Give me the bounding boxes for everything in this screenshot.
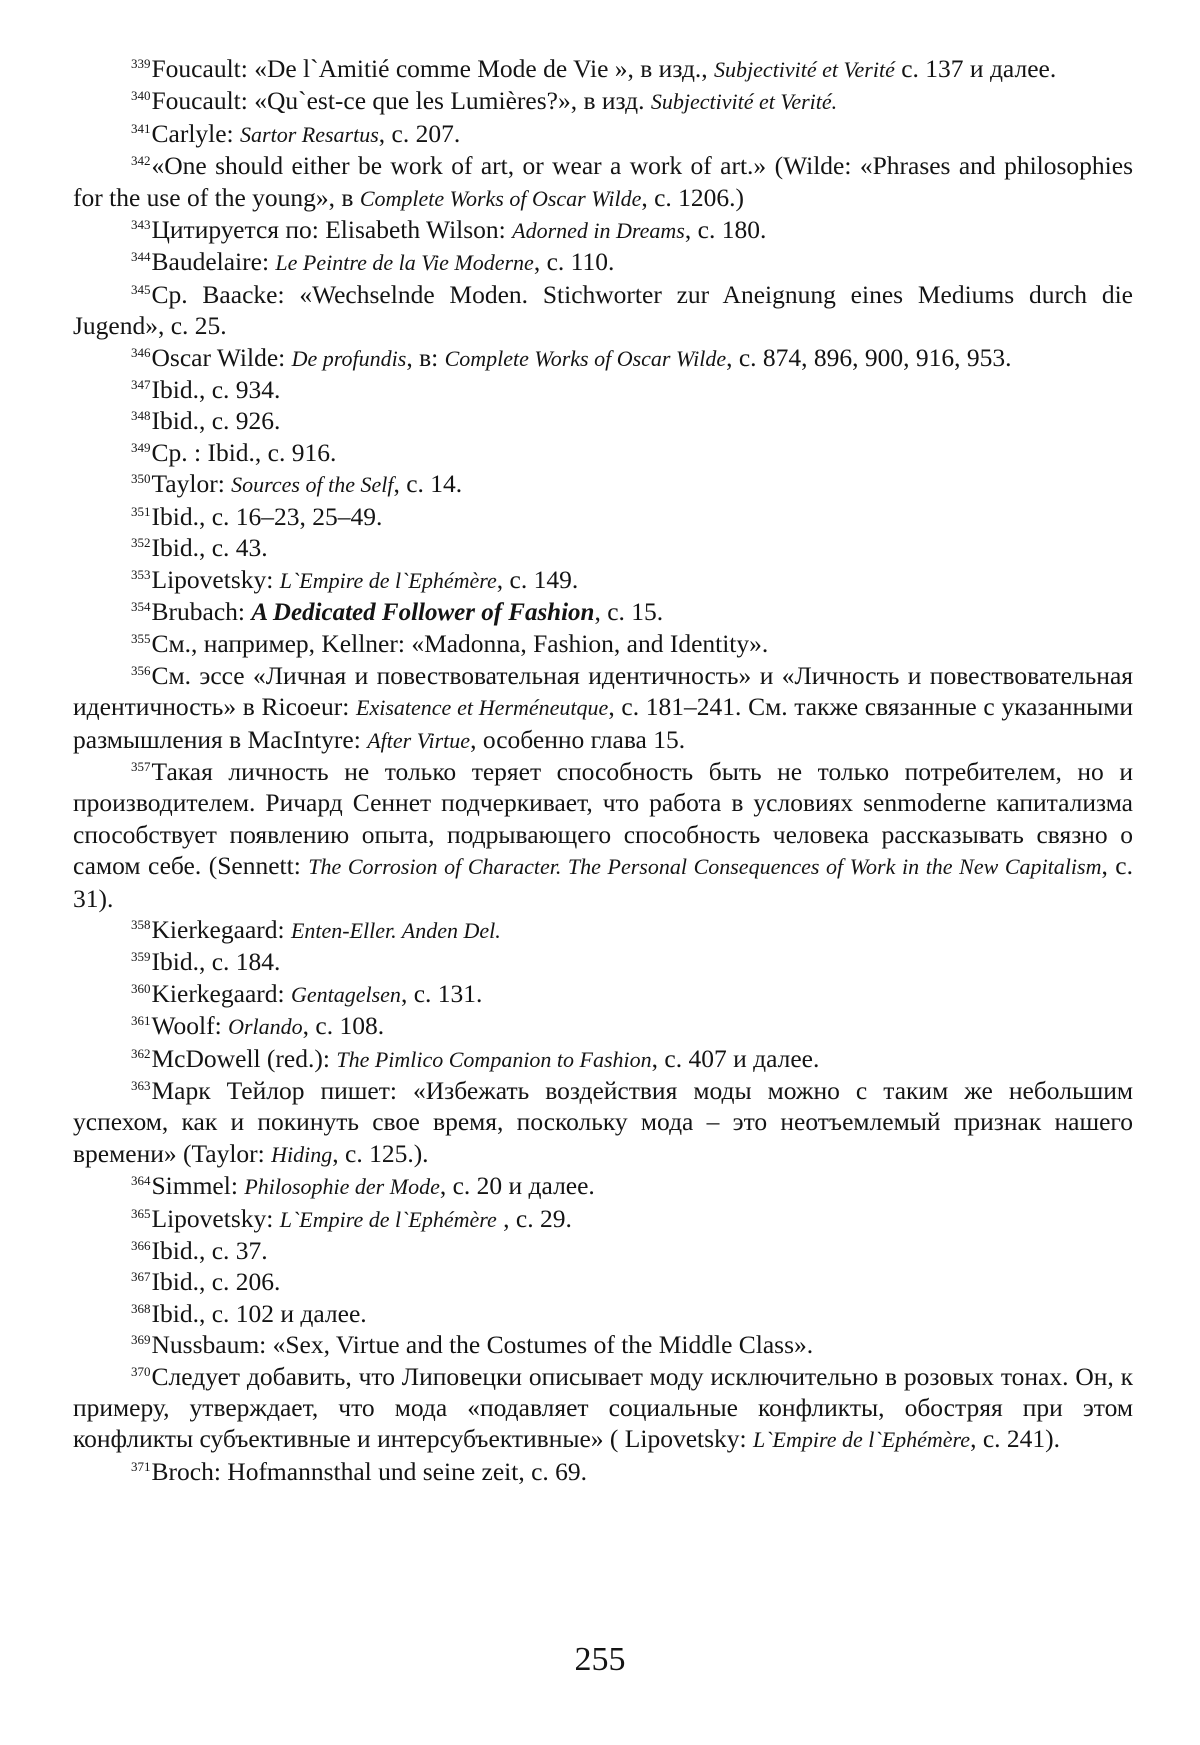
footnote-text: Ibid., с. 37. <box>151 1236 268 1266</box>
footnote <box>73 1329 1133 1360</box>
footnote <box>73 532 1133 563</box>
work-title: Subjectivité et Verité. <box>650 89 838 115</box>
work-title: Gentagelsen <box>290 981 401 1007</box>
footnote-number: 363 <box>131 1078 151 1093</box>
footnote-number: 345 <box>131 281 151 297</box>
work-title: Orlando <box>228 1014 303 1040</box>
footnote-text: , с. 181–241. См. также связанные с указанными размышления в MacIntyre: <box>73 692 1134 754</box>
footnote-number: 361 <box>131 1013 151 1029</box>
work-title: Le Peintre de la Vie Moderne <box>275 250 534 276</box>
footnote-text: См., например, Kellner: «Madonna, Fashion, and Identity». <box>151 629 769 659</box>
footnote <box>73 374 1133 405</box>
footnote <box>73 150 1133 214</box>
footnote-text: Ibid., с. 16–23, 25–49. <box>151 501 383 531</box>
work-title: Complete Works of Oscar Wilde <box>444 345 727 371</box>
footnote-number: 359 <box>131 949 151 965</box>
footnote-number: 344 <box>131 249 151 265</box>
footnote <box>73 85 1133 117</box>
work-title: Sources of the Self <box>231 472 394 498</box>
footnote-text: , с. 108. <box>302 1011 385 1041</box>
footnote <box>73 468 1133 500</box>
work-title: A Dedicated Follower of Fashion <box>251 598 595 626</box>
footnotes-list <box>73 53 1133 1487</box>
footnote <box>73 756 1133 914</box>
work-title: Exisatence et Herméneutque <box>356 695 609 721</box>
footnote-text: Brubach: <box>151 596 252 626</box>
footnote-text: Baudelaire: <box>151 247 276 277</box>
footnote <box>73 660 1133 756</box>
footnote-number: 368 <box>131 1300 151 1316</box>
footnote-text: Broch: Hofmannsthal und seine zeit, с. 69. <box>151 1456 588 1486</box>
work-title: De profundis <box>291 345 407 371</box>
footnote-text: Nussbaum: «Sex, Virtue and the Costumes of the Middle Class». <box>151 1330 814 1360</box>
footnote <box>73 914 1133 946</box>
footnote-text: с. 137 и далее. <box>894 54 1057 83</box>
footnote <box>73 628 1133 659</box>
footnote-number: 342 <box>131 153 151 169</box>
footnote <box>73 53 1133 85</box>
footnote <box>73 1010 1133 1042</box>
footnote-text: Carlyle: <box>151 118 241 148</box>
footnote <box>73 1170 1133 1202</box>
footnote <box>73 1203 1133 1235</box>
footnote <box>73 1075 1133 1170</box>
footnote <box>73 1361 1133 1456</box>
work-title: Philosophie der Mode <box>244 1174 440 1200</box>
footnote-text: Ibid., с. 102 и далее. <box>151 1298 367 1328</box>
footnote-text: , с. 241). <box>970 1424 1060 1454</box>
footnote-text: Foucault: «Qu`est-ce que les Lumières?», в изд. <box>151 86 651 116</box>
footnote-text: Foucault: «De l`Amitié comme Mode de Vie », в изд., <box>151 54 715 83</box>
footnote <box>73 1298 1133 1329</box>
footnote-text: См. эссе «Личная и повествовательная идентичность» и «Личность и повествовательная идентичность» в Ricoeur: <box>73 660 1133 722</box>
footnote-number: 369 <box>131 1332 151 1348</box>
footnote-number: 365 <box>131 1205 151 1221</box>
footnote-number: 367 <box>131 1269 151 1285</box>
footnote-number: 348 <box>131 408 151 424</box>
footnote <box>73 1235 1133 1266</box>
footnote-number: 354 <box>131 598 151 614</box>
footnote-number: 364 <box>131 1173 151 1189</box>
footnote-text: McDowell (red.): <box>151 1043 337 1073</box>
work-title: Sartor Resartus <box>240 121 379 147</box>
footnote-number: 357 <box>131 758 151 774</box>
footnote-text: Lipovetsky: <box>151 1203 280 1233</box>
footnote-text: Ср. : Ibid., с. 916. <box>151 437 337 467</box>
footnote-number: 370 <box>131 1363 151 1379</box>
footnote-text: Taylor: <box>151 469 232 499</box>
footnote-text: , с. 407 и далее. <box>651 1043 820 1073</box>
work-title: Complete Works of Oscar Wilde <box>359 185 642 211</box>
footnote-number: 347 <box>131 377 151 393</box>
footnote-text: , с. 125.). <box>332 1138 429 1168</box>
footnote-number: 355 <box>131 631 151 647</box>
footnote-text: Следует добавить, что Липовецки описывает моду исключительно в розовых тонах. Он, к примеру, утверждает, что мода «подавляет социальные конфликты, обостряя при этом конфликты субъективные и интерсубъективные» ( Lipovetsky: <box>73 1361 1133 1454</box>
footnote-text: , с. 180. <box>684 215 767 245</box>
footnote-text: Ibid., с. 926. <box>151 406 281 436</box>
footnote <box>73 279 1133 342</box>
footnote <box>73 946 1133 977</box>
work-title: After Virtue <box>367 727 471 753</box>
footnote <box>73 246 1133 278</box>
footnote-text: Цитируется по: Elisabeth Wilson: <box>151 215 513 245</box>
footnote-text: Ср. Baacke: «Wechselnde Moden. Stichworter zur Aneignung eines Mediums durch die Jugend», с. 25. <box>73 279 1133 341</box>
footnote-text: Woolf: <box>151 1011 229 1041</box>
footnote <box>73 118 1133 150</box>
footnote-number: 352 <box>131 535 151 551</box>
page-number: 255 <box>574 1641 626 1678</box>
footnote-text: , особенно глава 15. <box>470 724 686 754</box>
work-title: L`Empire de l`Ephémère <box>279 1206 497 1232</box>
footnote-text: Kierkegaard: <box>151 914 291 944</box>
footnote-text: , с. 110. <box>533 247 615 277</box>
footnote <box>73 214 1133 246</box>
footnote-number: 340 <box>131 88 151 104</box>
footnote-text: , с. 1206.) <box>641 182 745 212</box>
footnote-text: Ibid., с. 934. <box>151 375 281 405</box>
footnote-number: 353 <box>131 566 151 582</box>
footnote <box>73 501 1133 532</box>
footnote-text: , в: <box>406 342 445 372</box>
footnote <box>73 596 1133 628</box>
footnote-number: 350 <box>131 471 151 487</box>
footnote-text: Simmel: <box>151 1171 245 1201</box>
footnote-text: , с. 14. <box>393 469 463 499</box>
work-title: L`Empire de l`Ephémère <box>752 1427 971 1453</box>
footnote <box>73 437 1133 468</box>
footnote-number: 366 <box>131 1238 151 1254</box>
footnote-number: 341 <box>131 120 151 136</box>
footnote <box>73 342 1133 374</box>
footnote <box>73 1456 1133 1487</box>
footnote-text: , с. 131. <box>400 978 483 1008</box>
footnote-text: Ibid., с. 184. <box>151 947 281 977</box>
footnote <box>73 1043 1133 1075</box>
footnote-number: 349 <box>131 439 151 455</box>
footnote-text: , с. 149. <box>496 564 579 594</box>
footnote-text: Ibid., с. 43. <box>151 533 268 563</box>
footnote-number: 371 <box>131 1458 151 1474</box>
footnote <box>73 1266 1133 1297</box>
work-title: Adorned in Dreams <box>512 218 685 244</box>
footnote-text: , с. 31). <box>73 851 1133 913</box>
footnote-number: 351 <box>131 503 151 519</box>
footnote-text: Lipovetsky: <box>151 564 280 594</box>
footnote-number: 360 <box>131 980 151 996</box>
footnote-text: Kierkegaard: <box>151 978 291 1008</box>
work-title: Enten-Eller. Anden Del. <box>290 917 501 943</box>
footnote-text: , с. 874, 896, 900, 916, 953. <box>726 342 1012 372</box>
footnote-text: , с. 20 и далее. <box>439 1171 595 1201</box>
footnote-text: «One should either be work of art, or wear a work of art.» (Wilde: «Phrases and philosophies for the use of the young», в <box>73 151 1133 212</box>
footnote-text: , с. 15. <box>594 596 664 626</box>
footnote-number: 362 <box>131 1045 151 1061</box>
work-title: The Pimlico Companion to Fashion <box>336 1046 652 1072</box>
work-title: Hiding <box>271 1141 333 1167</box>
footnote <box>73 405 1133 436</box>
footnote <box>73 978 1133 1010</box>
footnote-text: , с. 207. <box>378 118 461 148</box>
footnote-number: 339 <box>131 56 151 71</box>
work-title: L`Empire de l`Ephémère <box>279 567 497 593</box>
footnote-text: Такая личность не только теряет способность быть не только потребителем, но и производителем. Ричард Сеннет подчеркивает, что работа в условиях senmoderne капитализма способствует появлению опыта, подрывающего способность человека рассказывать связно о самом себе. (Sennett: <box>73 756 1133 881</box>
footnote-text: Марк Тейлор пишет: «Избежать воздействия моды можно с таким же небольшим успехом, как и покинуть свое время, поскольку мода – это неотъемлемый признак нашего времени» (Taylor: <box>73 1076 1133 1168</box>
work-title: The Corrosion of Character. The Personal Consequences of Work in the New Capitalism <box>308 854 1102 880</box>
work-title: Subjectivité et Verité <box>714 57 895 82</box>
footnote-number: 343 <box>131 217 151 233</box>
footnote-number: 356 <box>131 662 151 678</box>
footnote-number: 346 <box>131 344 151 360</box>
footnote <box>73 564 1133 596</box>
footnote-text: Oscar Wilde: <box>151 342 292 372</box>
footnote-text: Ibid., с. 206. <box>151 1267 281 1297</box>
footnote-number: 358 <box>131 916 151 932</box>
footnote-text: , с. 29. <box>496 1203 572 1233</box>
